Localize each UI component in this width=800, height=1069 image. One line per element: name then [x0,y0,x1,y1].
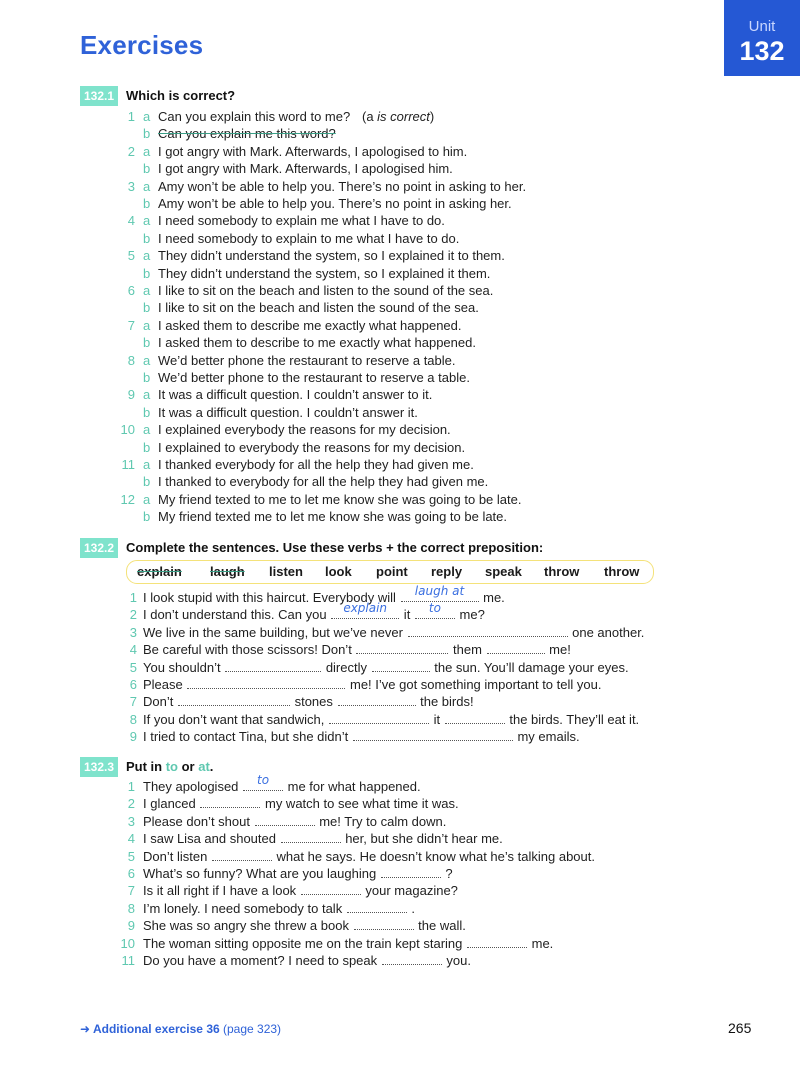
word-to: to [165,759,178,774]
item-number: 9 [129,729,137,745]
option-text-b: I asked them to describe to me exactly what happened. [158,335,476,351]
answer-blank[interactable] [487,641,545,654]
sentence [143,813,446,830]
verb-reply: reply [431,564,463,579]
list-item [0,125,780,142]
instruction-post: . [209,759,214,774]
sentence-part: Please [143,677,187,692]
item-number: 6 [129,677,137,692]
handwritten-answer: to [428,601,441,616]
item-number: 2 [127,796,135,812]
verb-explain: explain [137,564,182,579]
sentence [143,865,453,882]
section-instruction-132-3 [126,757,213,777]
sentence-part: I don’t understand this. Can you [143,607,331,623]
option-text-b: My friend texted me to let me know she was going to be late. [158,509,508,525]
option-letter-b: b [143,509,151,525]
item-number: 10 [120,422,135,438]
option-text-b: I thanked to everybody for all the help they had given me. [158,474,489,490]
item-number: 3 [127,178,135,194]
item-number: 4 [127,831,135,847]
sentence-pre: Don’t listen [143,848,211,864]
list-item [0,299,780,316]
option-letter-b: b [143,300,151,316]
option-letter-b: b [143,370,151,385]
sentence [143,693,474,710]
list-item [0,404,780,421]
unit-number: 132 [739,36,785,66]
option-letter-a: a [143,248,151,264]
item-number: 10 [120,935,135,951]
item-number: 9 [127,387,135,403]
sentence-part: me. [479,590,505,605]
sentence-part: the birds! [416,694,474,710]
instruction-mid: or [178,759,199,774]
list-item [0,195,780,212]
option-letter-a: a [143,422,151,438]
list-item [0,882,780,899]
option-text-a: I need somebody to explain me what I have to do. [158,213,445,229]
option-letter-b: b [143,196,151,211]
sentence-post: the wall. [414,918,466,934]
list-item [0,473,780,490]
list-item [0,247,780,264]
sentence-part: them [449,642,486,658]
option-text-a: My friend texted to me to let me know she was going to be late. [158,491,522,507]
option-text-b: I explained to everybody the reasons for my decision. [158,439,466,455]
answer-blank[interactable] [243,773,283,791]
answer-blank[interactable] [187,676,345,689]
option-text-a: It was a difficult question. I couldn’t answer to it. [158,387,433,403]
item-number: 8 [127,900,135,916]
list-item [0,317,780,334]
answer-blank[interactable] [225,659,321,672]
option-letter-b: b [143,161,151,177]
link-page: (page 323) [219,1022,282,1036]
option-text-a: Can you explain this word to me? [158,109,351,124]
answer-blank[interactable] [445,711,505,724]
item-number: 4 [129,642,137,658]
sentence-part: stones [290,694,337,710]
sentence-part: it [430,711,444,727]
list-item [0,773,780,795]
item-number: 4 [127,213,135,229]
option-text-b: We’d better phone to the restaurant to reserve a table. [158,370,470,385]
list-item [0,711,780,728]
item-number: 8 [127,352,135,368]
answer-blank[interactable] [338,693,416,706]
answer-blank[interactable] [381,865,441,878]
verb-speak: speak [485,564,522,579]
list-item [0,900,780,917]
sentence-part: I look stupid with this haircut. Everybody will [143,590,400,605]
sentence-part: You shouldn’t [143,659,225,675]
sentence [143,882,458,899]
option-text-a: I like to sit on the beach and listen to the sound of the sea. [158,283,494,298]
note-pre: (a [362,109,378,124]
sentence-part: the birds. They’ll eat it. [505,711,640,727]
sentence-part: If you don’t want that sandwich, [143,711,328,727]
option-letter-a: a [143,387,151,403]
list-item [0,641,780,658]
answer-blank[interactable] [212,848,272,861]
option-text-b: Can you explain me this word? [158,126,336,142]
sentence-part: the sun. You’ll damage your eyes. [430,659,629,675]
option-letter-b: b [143,126,151,142]
answer-blank[interactable] [347,900,407,913]
sentence-part: I tried to contact Tina, but she didn’t [143,729,352,745]
option-letter-a: a [143,178,151,194]
section-instruction-132-2: Complete the sentences. Use these verbs + the correct preposition: [126,540,544,555]
item-number: 1 [129,590,137,605]
option-text-a: I explained everybody the reasons for my decision. [158,422,451,438]
option-text-a: I asked them to describe me exactly what happened. [158,317,462,333]
option-text-a: Amy won’t be able to help you. There’s no point in asking to her. [158,178,527,194]
section-instruction-132-1: Which is correct? [126,88,236,103]
sentence-pre: The woman sitting opposite me on the train kept staring [143,935,467,951]
list-item [0,624,780,641]
sentence-pre: What’s so funny? What are you laughing [143,866,380,881]
sentence [143,728,580,745]
item-number: 7 [127,317,135,333]
sentence-pre: I’m lonely. I need somebody to talk [143,900,346,916]
list-item [0,601,780,623]
option-letter-b: b [143,474,151,490]
list-item [0,659,780,676]
sentence-post: me! Try to calm down. [315,813,447,829]
section-badge-132-2: 132.2 [80,538,118,558]
option-letter-a: a [143,491,151,507]
list-item [0,386,780,403]
sentence [143,711,639,728]
handwritten-answer: laugh at [414,584,465,598]
additional-exercise-link[interactable] [80,1022,281,1036]
list-item [0,693,780,710]
handwritten-answer: to [256,773,270,787]
list-item [0,108,780,125]
page-title: Exercises [80,30,204,60]
answer-blank[interactable] [329,711,429,724]
list-item [0,160,780,177]
unit-label: Unit [748,18,776,35]
item-number: 3 [127,813,135,829]
item-number: 9 [127,918,135,934]
option-letter-a: a [143,143,151,159]
item-number: 5 [129,659,137,675]
answer-blank[interactable] [178,693,290,706]
list-item [0,334,780,351]
sentence [143,830,503,847]
option-text-b: I like to sit on the beach and listen the sound of the sea. [158,300,479,316]
answer-blank[interactable] [353,728,513,741]
list-item [0,421,780,438]
sentence-pre: They apologised [143,779,243,794]
sentence-part: me! I’ve got something important to tell you. [346,677,602,692]
sentence-pre: I glanced [143,796,200,812]
item-number: 5 [127,848,135,864]
sentence [143,900,415,917]
sentence [143,795,459,812]
answer-blank[interactable] [255,813,315,826]
list-item [0,456,780,473]
instruction-pre: Put in [126,759,166,774]
option-text-a: We’d better phone the restaurant to reserve a table. [158,352,456,368]
answer-blank[interactable] [301,882,361,895]
option-text-a: They didn’t understand the system, so I explained it to them. [158,248,505,264]
option-letter-b: b [143,404,151,420]
item-number: 6 [127,283,135,298]
sentence-post: your magazine? [361,883,458,899]
sentence [143,676,601,693]
handwritten-answer: explain [343,601,388,616]
sentence [143,601,485,623]
item-number: 11 [121,457,135,472]
answer-blank[interactable] [331,601,399,619]
list-item [0,830,780,847]
list-item [0,491,780,508]
list-item [0,369,780,386]
sentence-post: . [407,900,416,916]
item-number: 6 [127,866,135,881]
item-number: 12 [120,491,135,507]
answer-blank[interactable] [354,917,414,930]
item-number: 11 [121,953,135,968]
option-letter-a: a [143,213,151,229]
list-item [0,676,780,693]
sentence [143,659,629,676]
sentence-post: me. [528,935,554,951]
option-letter-b: b [143,335,151,351]
list-item [0,728,780,745]
sentence [143,773,421,795]
option-letter-b: b [143,265,151,281]
option-text-b: It was a difficult question. I couldn’t answer it. [158,404,418,420]
sentence-part: me! [545,642,571,658]
sentence [143,641,571,658]
sentence-part: directly [322,659,371,675]
page-number: 265 [728,1020,752,1036]
sentence-pre: She was so angry she threw a book [143,918,353,934]
option-letter-a: a [143,317,151,333]
sentence [143,935,553,952]
list-item [0,439,780,456]
item-number: 1 [127,779,135,794]
answer-blank[interactable] [200,795,260,808]
sentence-post: you. [442,953,471,968]
sentence-post: what he says. He doesn’t know what he’s talking about. [272,848,595,864]
sentence [143,952,471,969]
item-number: 7 [127,883,135,899]
option-letter-a: a [143,352,151,368]
sentence-pre: Do you have a moment? I need to speak [143,953,381,968]
verb-listen: listen [269,564,303,579]
answer-blank[interactable] [415,601,455,619]
note-em: is correct [377,109,430,124]
option-letter-a: a [143,283,151,298]
list-item [0,178,780,195]
option-text-a: I got angry with Mark. Afterwards, I apologised to him. [158,143,468,159]
sentence-post: her, but she didn’t hear me. [341,831,503,847]
option-letter-a: a [143,457,151,472]
sentence-post: ? [441,866,453,881]
sentence-part: Don’t [143,694,177,710]
sentence-part: my emails. [513,729,580,745]
answer-blank[interactable] [281,830,341,843]
link-label: ➜ Additional exercise 36 [80,1022,220,1036]
answer-blank[interactable] [372,659,430,672]
unit-box [724,0,800,76]
sentence-pre: Is it all right if I have a look [143,883,300,899]
list-item [0,917,780,934]
answer-blank[interactable] [467,935,527,948]
sentence [143,848,595,865]
sentence-part: We live in the same building, but we’ve never [143,624,407,640]
list-item [0,848,780,865]
list-item [0,935,780,952]
sentence-part: one another. [568,624,645,640]
word-at: at [198,759,210,774]
answer-blank[interactable] [356,641,448,654]
sentence-post: me for what happened. [284,779,421,794]
item-number: 8 [129,711,137,727]
list-item [0,508,780,525]
sentence-part: it [400,607,414,623]
verb-laugh: laugh [210,564,245,579]
section-badge-132-1: 132.1 [80,86,118,106]
option-letter-b: b [143,439,151,455]
sentence-part: Be careful with those scissors! Don’t [143,642,356,658]
list-item [0,795,780,812]
option-text-b: They didn’t understand the system, so I explained it them. [158,265,491,281]
list-item [0,212,780,229]
option-text-b: I got angry with Mark. Afterwards, I apologised him. [158,161,453,177]
item-number: 1 [127,109,135,124]
list-item [0,865,780,882]
list-item [0,230,780,247]
sentence [143,624,644,641]
answer-blank[interactable] [408,624,568,637]
sentence [143,917,466,934]
verb-look: look [325,564,352,579]
note-post: ) [429,109,435,124]
verb-point: point [376,564,408,579]
option-letter-b: b [143,230,151,246]
verb-box [126,560,654,584]
verb-throw: throw [544,564,580,579]
option-letter-a: a [143,109,151,124]
sentence-pre: I saw Lisa and shouted [143,831,280,847]
list-item [0,352,780,369]
verb-throw: throw [604,564,640,579]
option-text-a: I thanked everybody for all the help they had given me. [158,457,474,472]
list-item [0,813,780,830]
list-item [0,952,780,969]
option-text-b: Amy won’t be able to help you. There’s no point in asking her. [158,196,512,211]
list-item [0,265,780,282]
item-number: 3 [129,624,137,640]
sentence-part: me? [455,607,485,623]
list-item [0,282,780,299]
item-number: 2 [127,143,135,159]
section-badge-132-3: 132.3 [80,757,118,777]
answer-blank[interactable] [382,952,442,965]
item-number: 5 [127,248,135,264]
item-number: 7 [129,694,137,710]
sentence-pre: Please don’t shout [143,813,254,829]
option-text-b: I need somebody to explain to me what I have to do. [158,230,460,246]
example-note [362,108,434,125]
item-number: 2 [129,607,137,623]
list-item [0,143,780,160]
sentence-post: my watch to see what time it was. [261,796,459,812]
